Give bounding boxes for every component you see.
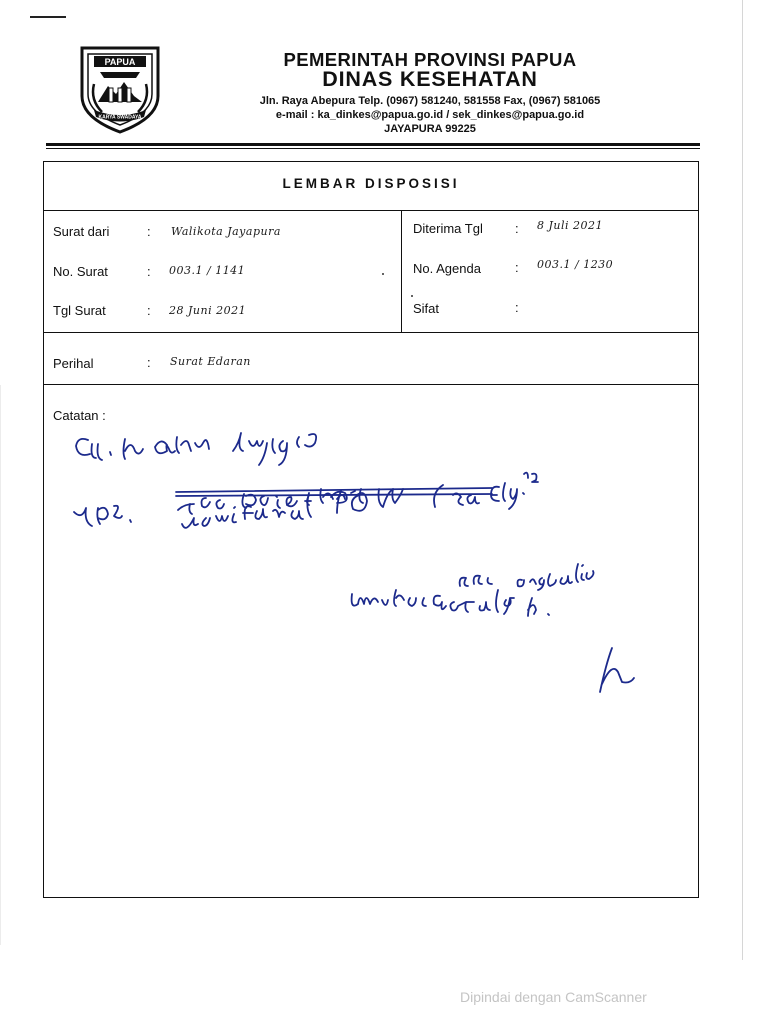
sifat-label: Sifat: [413, 301, 440, 316]
divider: [44, 210, 698, 211]
letterhead-divider: [46, 143, 700, 146]
colon: :: [147, 264, 151, 279]
colon: :: [515, 260, 519, 275]
colon: :: [515, 221, 519, 236]
perihal-label: Perihal: [53, 356, 94, 371]
tgl-surat-label: Tgl Surat: [53, 303, 106, 318]
column-divider: [401, 210, 402, 332]
letterhead-divider-thin: [46, 148, 700, 149]
camscanner-watermark: Dipindai dengan CamScanner: [460, 989, 647, 1005]
svg-text:KARYA SWADAYA: KARYA SWADAYA: [98, 114, 142, 121]
speck: [382, 273, 384, 275]
diterima-tgl-label: Diterima Tgl: [413, 221, 483, 236]
surat-dari-value: Walikota Jayapura: [171, 225, 281, 238]
no-surat-label: No. Surat: [53, 264, 108, 279]
divider: [44, 384, 698, 385]
disposition-form: [43, 161, 699, 898]
colon: :: [147, 355, 151, 370]
page-edge: [742, 0, 743, 960]
tgl-surat-value: 28 Juni 2021: [169, 304, 247, 317]
papua-emblem-logo: [72, 44, 168, 136]
address-line: Jln. Raya Abepura Telp. (0967) 581240, 581558 Fax, (0967) 581065: [259, 95, 601, 107]
catatan-label: Catatan :: [53, 408, 106, 423]
scan-mark: [30, 16, 66, 18]
svg-text:PAPUA: PAPUA: [104, 57, 136, 67]
diterima-tgl-value: 8 Juli 2021: [537, 219, 604, 232]
speck: [411, 295, 413, 297]
page-edge-left: [0, 385, 1, 945]
surat-dari-label: Surat dari: [53, 224, 110, 239]
divider: [44, 332, 698, 333]
colon: :: [147, 224, 151, 239]
no-agenda-label: No. Agenda: [413, 261, 481, 276]
form-title: LEMBAR DISPOSISI: [282, 176, 460, 191]
office-name: DINAS KESEHATAN: [322, 67, 538, 91]
colon: :: [147, 303, 151, 318]
no-agenda-value: 003.1 / 1230: [537, 258, 614, 271]
city-line: JAYAPURA 99225: [384, 123, 476, 135]
government-name: PEMERINTAH PROVINSI PAPUA: [283, 49, 577, 70]
perihal-value: Surat Edaran: [170, 355, 251, 368]
no-surat-value: 003.1 / 1141: [169, 264, 246, 277]
email-line: e-mail : ka_dinkes@papua.go.id / sek_dinkes@papua.go.id: [275, 109, 585, 121]
colon: :: [515, 300, 519, 315]
